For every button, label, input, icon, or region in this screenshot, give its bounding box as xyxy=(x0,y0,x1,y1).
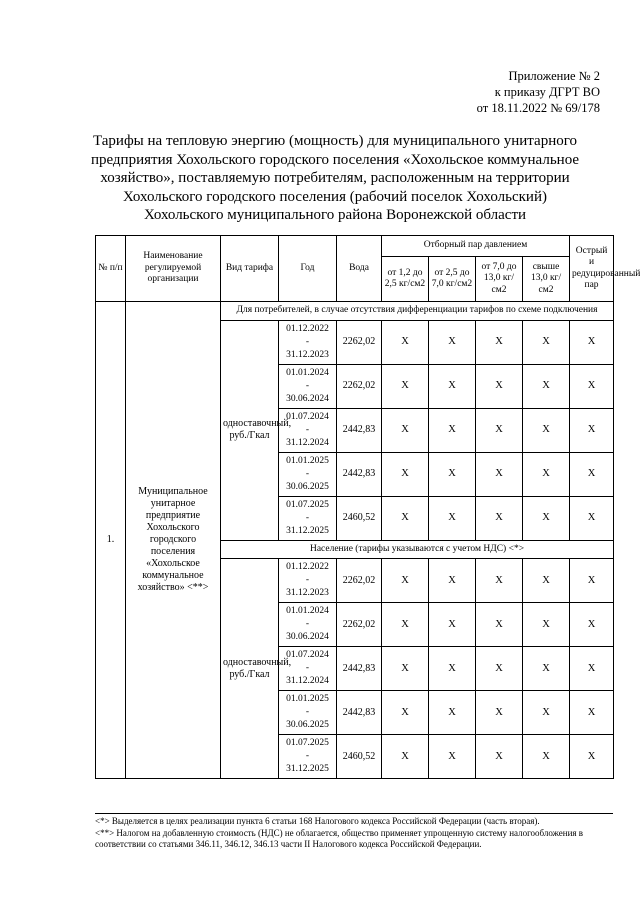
sharp-steam-value: X xyxy=(570,691,614,735)
period-start: 01.01.2025 xyxy=(286,694,329,704)
steam-2-value: X xyxy=(429,735,476,779)
sharp-steam-value: X xyxy=(570,364,614,408)
water-value: 2262,02 xyxy=(337,320,382,364)
title-line-3: хозяйство», поставляемую потребителям, расположенным на территории xyxy=(100,170,570,186)
period-cell xyxy=(279,364,337,408)
steam-3-value: X xyxy=(476,320,523,364)
steam-2-value: X xyxy=(429,691,476,735)
steam-3-value: X xyxy=(476,408,523,452)
tariff-table xyxy=(95,235,640,779)
period-end: 31.12.2023 xyxy=(286,349,329,360)
water-value: 2442,83 xyxy=(337,691,382,735)
period-end: 31.12.2023 xyxy=(286,588,329,598)
period-start: 01.12.2022 xyxy=(286,323,329,334)
period-start: 01.12.2022 xyxy=(286,562,329,572)
title-line-5: Хохольского муниципального района Воронежской области xyxy=(143,207,527,223)
sharp-steam-value: X xyxy=(570,452,614,496)
section-row xyxy=(96,302,614,321)
appendix-order: к приказу ДГРТ ВО xyxy=(494,85,600,99)
title-line-1: Тарифы на тепловую энергию (мощность) для муниципального унитарного xyxy=(92,133,578,149)
organization-name: Муниципальное унитарное предприятие Хохольского городского поселения «Хохольское коммунальное хозяйство» <**> xyxy=(126,302,221,779)
steam-4-value: X xyxy=(523,408,570,452)
row-number: 1. xyxy=(96,302,126,779)
footnotes xyxy=(95,813,613,851)
section-title: Население (тарифы указываются с учетом НДС) <*> xyxy=(221,540,614,559)
period-dash: - xyxy=(305,424,310,435)
steam-1-value: X xyxy=(382,408,429,452)
period-cell xyxy=(279,603,337,647)
sharp-steam-value: X xyxy=(570,603,614,647)
col-header-water: Вода xyxy=(337,236,382,302)
period-dash: - xyxy=(305,468,310,479)
period-cell xyxy=(279,647,337,691)
steam-2-value: X xyxy=(429,364,476,408)
water-value: 2262,02 xyxy=(337,559,382,603)
period-start: 01.01.2025 xyxy=(286,455,329,466)
col-header-tariff-type: Вид тарифа xyxy=(221,236,279,302)
period-start: 01.01.2024 xyxy=(286,367,329,378)
period-cell xyxy=(279,320,337,364)
title-line-2: предприятия Хохольского городского поселения «Хохольское коммунальное xyxy=(90,151,580,168)
footnote-vat-allocation: <*> Выделяется в целях реализации пункта 6 статьи 168 Налогового кодекса Российской Федерации (часть вторая). xyxy=(95,816,540,826)
col-header-steam-group: Отборный пар давлением xyxy=(382,236,570,257)
title-line-4: Хохольского городского поселения (рабочий поселок Хохольский) xyxy=(123,188,547,205)
steam-1-value: X xyxy=(382,320,429,364)
appendix-date: от 18.11.2022 № 69/178 xyxy=(476,101,600,115)
steam-3-value: X xyxy=(476,452,523,496)
water-value: 2442,83 xyxy=(337,408,382,452)
steam-4-value: X xyxy=(523,559,570,603)
steam-4-value: X xyxy=(523,647,570,691)
period-dash: - xyxy=(305,336,310,347)
steam-1-value: X xyxy=(382,364,429,408)
period-end: 31.12.2024 xyxy=(286,437,329,448)
period-dash: - xyxy=(305,512,310,523)
steam-2-value: X xyxy=(429,603,476,647)
col-header-sharp-steam: Острый и редуцированный пар xyxy=(570,236,614,302)
steam-1-value: X xyxy=(382,559,429,603)
period-cell xyxy=(279,496,337,540)
steam-4-value: X xyxy=(523,452,570,496)
steam-1-value: X xyxy=(382,647,429,691)
steam-1-value: X xyxy=(382,735,429,779)
water-value: 2460,52 xyxy=(337,735,382,779)
tariff-type: одноставочный, руб./Гкал xyxy=(221,320,279,540)
period-end: 31.12.2025 xyxy=(286,525,329,536)
sharp-steam-value: X xyxy=(570,496,614,540)
period-dash: - xyxy=(305,619,310,629)
appendix-number: Приложение № 2 xyxy=(508,69,600,83)
tariff-type: одноставочный, руб./Гкал xyxy=(221,559,279,779)
period-cell xyxy=(279,691,337,735)
sharp-steam-value: X xyxy=(570,735,614,779)
steam-4-value: X xyxy=(523,496,570,540)
steam-1-value: X xyxy=(382,691,429,735)
sharp-steam-value: X xyxy=(570,559,614,603)
water-value: 2262,02 xyxy=(337,603,382,647)
water-value: 2442,83 xyxy=(337,452,382,496)
sharp-steam-value: X xyxy=(570,320,614,364)
col-header-steam-3: от 7,0 до 13,0 кг/см2 xyxy=(476,257,523,302)
steam-3-value: X xyxy=(476,691,523,735)
col-header-year: Год xyxy=(279,236,337,302)
period-dash: - xyxy=(305,663,310,673)
steam-3-value: X xyxy=(476,559,523,603)
period-end: 30.06.2024 xyxy=(286,393,329,404)
steam-4-value: X xyxy=(523,735,570,779)
period-end: 31.12.2025 xyxy=(286,764,329,774)
steam-3-value: X xyxy=(476,603,523,647)
sharp-steam-value: X xyxy=(570,647,614,691)
steam-4-value: X xyxy=(523,364,570,408)
document-title xyxy=(70,132,600,225)
steam-3-value: X xyxy=(476,647,523,691)
period-end: 30.06.2025 xyxy=(286,720,329,730)
period-cell xyxy=(279,452,337,496)
period-dash: - xyxy=(305,751,310,761)
steam-3-value: X xyxy=(476,496,523,540)
col-header-num: № п/п xyxy=(96,236,126,302)
steam-1-value: X xyxy=(382,603,429,647)
section-title: Для потребителей, в случае отсутствия дифференциации тарифов по схеме подключения xyxy=(221,302,614,321)
period-start: 01.07.2025 xyxy=(286,738,329,748)
col-header-org: Наименование регулируемой организации xyxy=(126,236,221,302)
steam-4-value: X xyxy=(523,691,570,735)
steam-2-value: X xyxy=(429,647,476,691)
sharp-steam-value: X xyxy=(570,408,614,452)
col-header-steam-4: свыше 13,0 кг/см2 xyxy=(523,257,570,302)
steam-1-value: X xyxy=(382,452,429,496)
steam-2-value: X xyxy=(429,320,476,364)
water-value: 2442,83 xyxy=(337,647,382,691)
period-dash: - xyxy=(305,380,310,391)
period-dash: - xyxy=(305,575,310,585)
steam-1-value: X xyxy=(382,496,429,540)
water-value: 2460,52 xyxy=(337,496,382,540)
period-start: 01.07.2024 xyxy=(286,650,329,660)
period-dash: - xyxy=(305,707,310,717)
steam-3-value: X xyxy=(476,735,523,779)
period-end: 30.06.2024 xyxy=(286,632,329,642)
steam-2-value: X xyxy=(429,559,476,603)
appendix-reference xyxy=(300,68,600,116)
period-cell xyxy=(279,408,337,452)
steam-2-value: X xyxy=(429,496,476,540)
steam-3-value: X xyxy=(476,364,523,408)
col-header-steam-1: от 1,2 до 2,5 кг/см2 xyxy=(382,257,429,302)
footnote-vat-exempt: <**> Налогом на добавленную стоимость (НДС) не облагается, общество применяет упрощенную систему налогообложения в соответствии со статьями 346.11, 346.12, 346.13 части II Налогового кодекса Российской Федерации. xyxy=(95,827,584,849)
col-header-steam-2: от 2,5 до 7,0 кг/см2 xyxy=(429,257,476,302)
period-end: 30.06.2025 xyxy=(286,481,329,492)
water-value: 2262,02 xyxy=(337,364,382,408)
period-cell xyxy=(279,559,337,603)
period-end: 31.12.2024 xyxy=(286,676,329,686)
steam-4-value: X xyxy=(523,320,570,364)
steam-2-value: X xyxy=(429,408,476,452)
period-start: 01.01.2024 xyxy=(286,606,329,616)
period-start: 01.07.2025 xyxy=(286,499,329,510)
steam-2-value: X xyxy=(429,452,476,496)
period-start: 01.07.2024 xyxy=(286,411,329,422)
period-cell xyxy=(279,735,337,779)
steam-4-value: X xyxy=(523,603,570,647)
